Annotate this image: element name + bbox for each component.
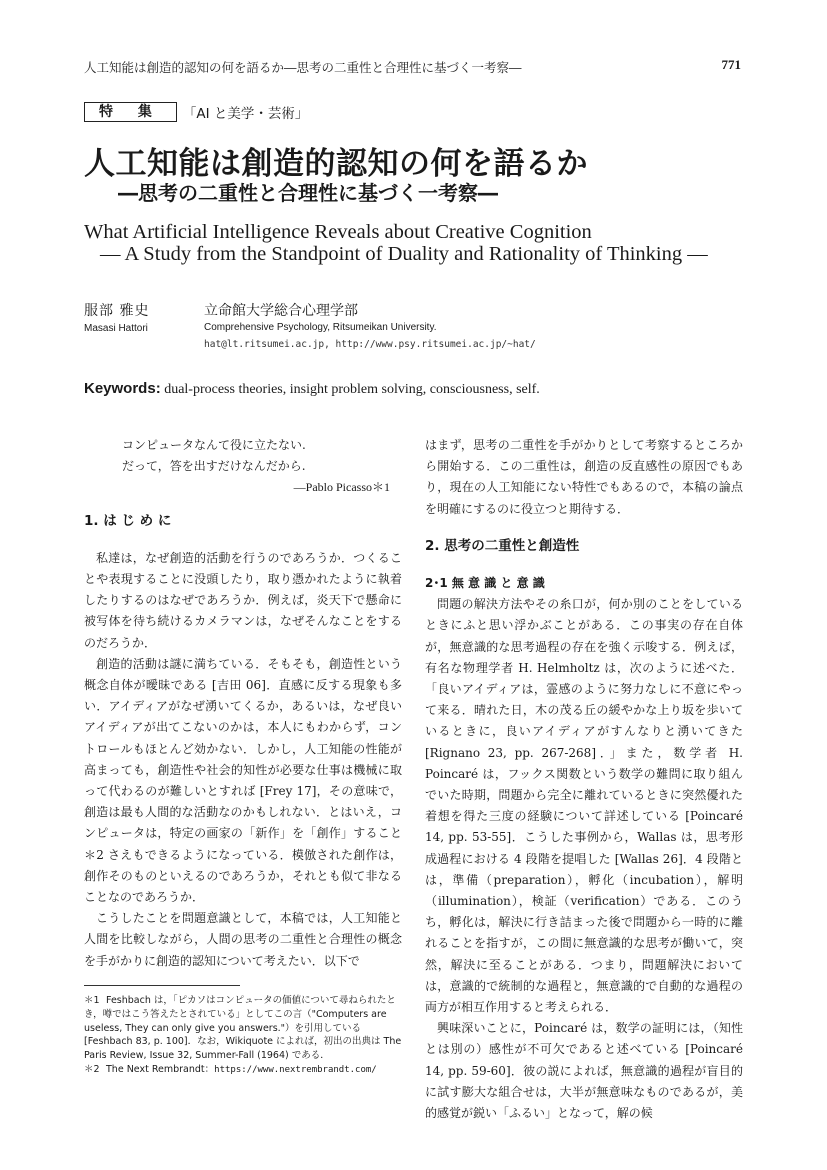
keywords (84, 380, 540, 398)
epigraph-line-1: コンピュータなんて役に立たない. (122, 438, 306, 452)
footnote-2-url[interactable]: https://www.nextrembrandt.com/ (214, 1065, 377, 1075)
page-number: 771 (721, 57, 741, 72)
epigraph-attribution: ―Pablo Picasso＊1 (293, 480, 390, 495)
footnote-2 (84, 1063, 404, 1078)
footnote-2-mark: ＊2 (84, 1064, 100, 1075)
paragraph: 創造的活動は謎に満ちている．そもそも，創造性という概念自体が曖昧である [吉田 06]．直感に反する現象も多い．アイディアがなぜ湧いてくるか，あるいは，なぜ良いアイディアが出てこないのかは，本人にもわからず，コントロールもほとんど効かない．しかし，人工知能の性能が高まっても，創造性や社会的知性が必要な仕事は機械に取って代わるのが難しいとすれば [Frey 17]，その意味で，創造は最も人間的な活動なのかもしれない．とはいえ，コンピュータは，特定の画家の「新作」を「創作」すること＊2 さえもできるようになっている．模倣された創作は，創作そのものといえるのであろうか，それとも似て非なることなのであろうか． (84, 656, 402, 905)
affiliation-jp: 立命館大学総合心理学部 (204, 303, 358, 319)
right-column (425, 435, 743, 1124)
paragraph: こうしたことを問題意識として，本稿では，人工知能と人間を比較しながら，人間の思考の二重性と合理性の概念を手がかりに創造的認知について考えたい．以下で (84, 911, 402, 968)
running-title: 人工知能は創造的認知の何を語るか―思考の二重性と合理性に基づく一考察― (84, 60, 522, 75)
feature-tag-box: 特 集 (84, 102, 177, 122)
author-contact: hat@lt.ritsumei.ac.jp, http://www.psy.ritsumei.ac.jp/~hat/ (204, 339, 536, 350)
epigraph-line-2: だって，答を出すだけなんだから. (122, 459, 306, 474)
feature-tag (84, 102, 308, 122)
footnote-2-text: The Next Rembrandt： (106, 1064, 215, 1075)
footnote-divider (84, 985, 240, 986)
title-english: What Artificial Intelligence Reveals about Creative Cognition (84, 221, 592, 243)
section-heading-2: 2. 思考の二重性と創造性 (425, 537, 580, 554)
affiliation-en: Comprehensive Psychology, Ritsumeikan University. (204, 322, 437, 333)
title-japanese: 人工知能は創造的認知の何を語るか (84, 146, 588, 182)
section-heading-1: 1. は じ め に (84, 512, 172, 529)
subtitle-japanese: ―思考の二重性と合理性に基づく一考察― (118, 181, 498, 205)
footnote-1-text: Feshbach は，「ピカソはコンピュータの価値について尋ねられたとき，噂ではこう答えたとされている」としてこの言（"Computers are useless, They can only give you answers."）を引用している [Feshbach 83, p. 100]．なお，Wikiquote によれば，初出の出典は The Paris Review, Issue 32, Summer-Fall (1964) である． (84, 995, 402, 1062)
author-name-jp: 服部 雅史 (84, 303, 150, 319)
left-column (84, 435, 402, 972)
paragraph: 興味深いことに，Poincaré は，数学の証明には，（知性とは別の）感性が不可欠であると述べている [Poincaré 14, pp. 59-60]．彼の説によれば，無意識的過程が盲目的に試す膨大な組合せは，大半が無意味なものであるが，美的感覚が鋭い「ふるい」となって，解の候 (425, 1021, 743, 1121)
paragraph: はまず，思考の二重性を手がかりとして考察するところから開始する．この二重性は，創造の反直感性の原因でもあり，現在の人工知能にない特性でもあるので，本稿の論点を明確にするのに役立つと期待する． (425, 438, 743, 516)
author-name-en: Masasi Hattori (84, 323, 148, 334)
subtitle-english: ― A Study from the Standpoint of Duality and Rationality of Thinking ― (100, 243, 708, 265)
footnote-1 (84, 994, 404, 1063)
paragraph: 問題の解決方法やその糸口が，何か別のことをしているときにふと思い浮かぶことがある．この事実の存在自体が，無意識的な思考過程の存在を強く示唆する．例えば，有名な物理学者 H. Helmholtz は，次のように述べた．「良いアイディアは，霊感のように努力なしに不意にやって来る．晴れた日，木の茂る丘の緩やかな上り坂を歩いているときに，良いアイディアがすんなりと湧いてきた [Rignano 23, pp. 267-268]．」また，数学者 H. Poincaré は，フックス関数という数学の難問に取り組んでいた時期，問題から完全に離れているときに突然優れた着想を得た三度の経験について詳述している [Poincaré 14, pp. 53-55]．こうした事例から，Wallas は，思考形成過程における 4 段階を提唱した [Wallas 26]．4 段階とは，準備（preparation），孵化（incubation），解明（illumination），検証（verification）である．このうち，孵化は，解決に行き詰まった後で問題から一時的に離れることを指すが，この間に無意識的な思考が働いて，突然，解決に至ることがある．つまり，問題解決においては，意識的で統制的な過程と，無意識的で自動的な過程の両方が相互作用すると考えられる． (425, 597, 743, 1015)
footnote-1-mark: ＊1 (84, 995, 100, 1006)
keywords-text: dual-process theories, insight problem solving, consciousness, self. (164, 382, 540, 397)
feature-tag-label: 「AI と美学・芸術」 (182, 106, 309, 122)
keywords-label: Keywords: (84, 380, 161, 397)
paragraph: 私達は，なぜ創造的活動を行うのであろうか．つくることや表現することに没頭したり，取り憑かれたように執着したりするのはなぜであろうか．例えば，炎天下で懸命に被写体を待ち続けるカメラマンは，なぜそんなことをするのだろうか． (84, 550, 402, 650)
subsection-heading: 2･1 無 意 識 と 意 識 (425, 576, 545, 591)
